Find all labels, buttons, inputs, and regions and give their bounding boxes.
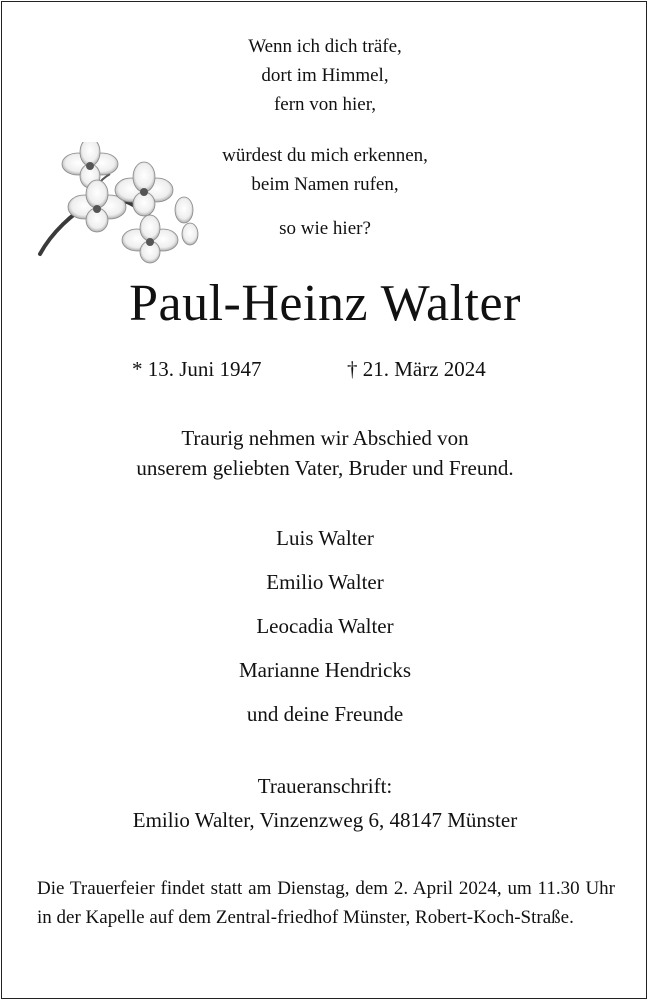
deceased-name: Paul-Heinz Walter [129,275,521,332]
farewell-line: Traurig nehmen wir Abschied von [181,426,469,450]
mourner-name: Emilio Walter [266,570,384,594]
mourning-address [2,769,648,837]
obituary-card [1,1,647,999]
address-value: Emilio Walter, Vinzenzweg 6, 48147 Münster [132,808,518,832]
mourner-name: und deine Freunde [246,702,404,726]
poem-line: Wenn ich dich träfe, [248,36,402,57]
poem-stanza-1 [2,32,648,119]
farewell-line: unserem geliebten Vater, Bruder und Freund. [136,456,514,480]
mourner-name: Leocadia Walter [256,614,394,638]
poem-line: beim Namen rufen, [251,174,399,195]
mourner-name: Luis Walter [276,526,374,550]
poem-line: so wie hier? [279,218,371,239]
mourners-list [2,523,648,743]
orchid-image [32,142,207,267]
poem-line: würdest du mich erkennen, [222,145,428,166]
death-date: † 21. März 2024 [347,357,486,381]
poem-line: fern von hier, [273,94,377,115]
address-label: Traueranschrift: [257,774,393,798]
funeral-notice: Die Trauerfeier findet statt am Dienstag, dem 2. April 2024, um 11.30 Uhr in der Kapelle auf dem Zentral-friedhof Münster, Robert-Koch-Straße. [37,878,615,928]
mourner-name: Marianne Hendricks [238,658,412,682]
birth-date: * 13. Juni 1947 [132,357,262,381]
farewell-text [2,423,648,483]
poem-line: dort im Himmel, [261,65,389,86]
